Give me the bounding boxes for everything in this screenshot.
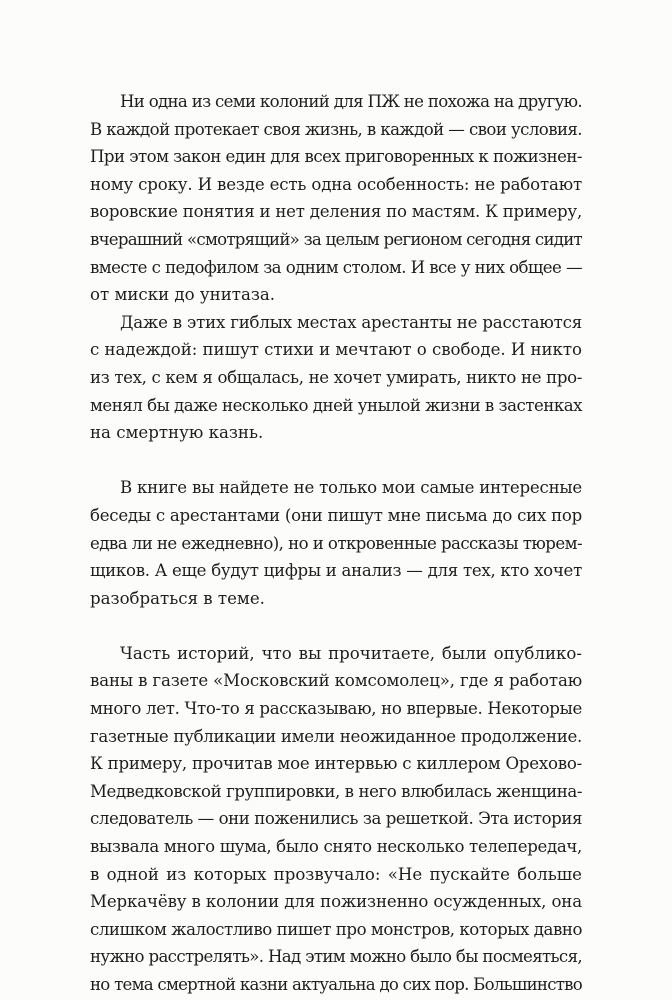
text-line: с надеждой: пишут стихи и мечтают о свободе. И никто bbox=[90, 340, 582, 360]
text-line: Ни одна из семи колоний для ПЖ не похожа на другую. bbox=[120, 92, 582, 111]
paragraph-3 bbox=[90, 474, 582, 612]
section-gap bbox=[90, 447, 582, 475]
text-line: вместе с педофилом за одним столом. И все у них общее — bbox=[90, 257, 582, 277]
text-line: в одной из которых прозвучало: «Не пускайте больше bbox=[90, 864, 582, 884]
text-line: газетные публикации имели неожиданное продолжение. bbox=[90, 726, 582, 746]
text-line: из тех, с кем я общалась, не хочет умирать, никто не про- bbox=[90, 367, 582, 387]
text-line: но тема смертной казни актуальна до сих пор. Большинство bbox=[90, 975, 582, 994]
text-line: разобраться в теме. bbox=[90, 588, 265, 608]
paragraph-4 bbox=[90, 640, 582, 999]
text-line: В книге вы найдете не только мои самые интересные bbox=[120, 478, 582, 498]
text-line: менял бы даже несколько дней унылой жизни в застенках bbox=[90, 395, 582, 415]
text-line: При этом закон един для всех приговоренных к пожизнен- bbox=[90, 147, 582, 167]
text-line: ному сроку. И везде есть одна особенность: не работают bbox=[90, 174, 582, 194]
section-gap bbox=[90, 612, 582, 640]
text-line: вчерашний «смотрящий» за целым регионом сегодня сидит bbox=[90, 229, 582, 249]
text-line: Меркачёву в колонии для пожизненно осужденных, она bbox=[90, 892, 582, 912]
text-line: слишком жалостливо пишет про монстров, которых давно bbox=[90, 919, 582, 939]
text-line: на смертную казнь. bbox=[90, 423, 264, 443]
text-line: следователь — они поженились за решеткой. Эта история bbox=[90, 809, 582, 829]
book-page-text bbox=[90, 88, 582, 999]
text-line: едва ли не ежедневно), но и откровенные рассказы тюрем- bbox=[90, 533, 582, 553]
text-line: воровские понятия и нет деления по мастям. К примеру, bbox=[90, 202, 582, 222]
text-line: Даже в этих гиблых местах арестанты не расстаются bbox=[120, 312, 582, 332]
text-line: К примеру, прочитав мое интервью с киллером Орехово- bbox=[90, 754, 582, 774]
paragraph-2 bbox=[90, 309, 582, 447]
text-line: ваны в газете «Московский комсомолец», где я работаю bbox=[90, 671, 582, 691]
text-line: В каждой протекает своя жизнь, в каждой — свои условия. bbox=[90, 119, 582, 139]
text-line: щиков. А еще будут цифры и анализ — для тех, кто хочет bbox=[90, 561, 582, 581]
text-line: беседы с арестантами (они пишут мне письма до сих пор bbox=[90, 505, 582, 525]
text-line: много лет. Что-то я рассказываю, но впервые. Некоторые bbox=[90, 699, 582, 719]
text-line: Часть историй, что вы прочитаете, были опублико- bbox=[120, 643, 582, 663]
paragraph-1 bbox=[90, 88, 582, 309]
text-line: вызвала много шума, было снято несколько телепередач, bbox=[90, 837, 582, 857]
text-line: от миски до унитаза. bbox=[90, 285, 276, 305]
text-line: нужно расстрелять». Над этим можно было бы посмеяться, bbox=[90, 947, 582, 967]
text-line: Медведковской группировки, в него влюбилась женщина- bbox=[90, 781, 582, 801]
